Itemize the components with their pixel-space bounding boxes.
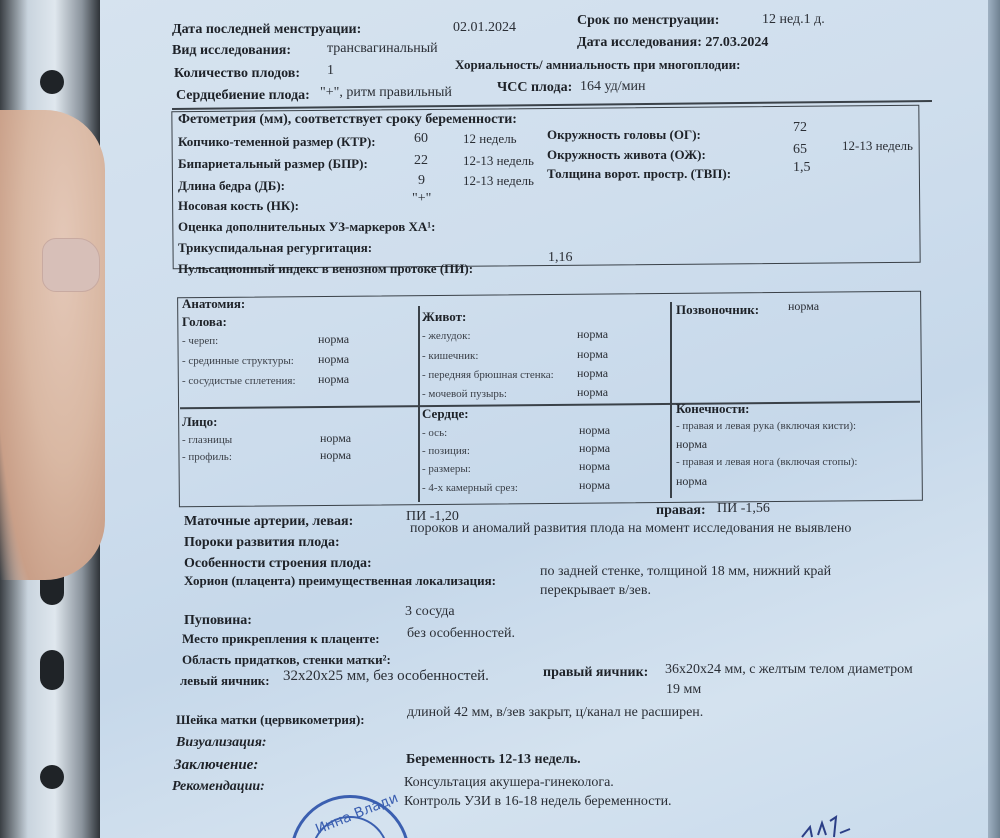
cervix-label: Шейка матки (цервикометрия):	[176, 712, 365, 727]
tvp-label: Толщина ворот. простр. (ТВП):	[547, 166, 732, 181]
heartbeat-label: Сердцебиение плода:	[176, 88, 310, 103]
midline-label: - срединные структуры:	[182, 355, 294, 367]
recommendations-line-2: Контроль УЗИ в 16-18 недель беременности.	[404, 794, 672, 809]
uterine-left-label: Маточные артерии, левая:	[184, 514, 354, 529]
legs-value: норма	[676, 474, 708, 488]
spine-value: норма	[788, 299, 820, 313]
signature-icon	[800, 815, 870, 838]
ozh-value: 65	[793, 142, 807, 157]
abdominal-wall-value: норма	[577, 366, 609, 380]
adnexa-label: Область придатков, стенки матки²:	[182, 652, 391, 667]
defects-label: Пороки развития плода:	[184, 535, 340, 550]
four-chamber-label: - 4-х камерный срез:	[422, 482, 518, 494]
arms-label: - правая и левая рука (включая кисти):	[676, 420, 857, 432]
right-ovary-label: правый яичник:	[543, 665, 649, 680]
face-title: Лицо:	[182, 414, 218, 429]
anatomy-col-divider	[418, 306, 420, 502]
study-type-label: Вид исследования:	[172, 43, 292, 58]
lmp-label: Дата последней менструации:	[172, 22, 362, 37]
uterine-right-value: ПИ -1,56	[717, 501, 770, 516]
fetus-count-label: Количество плодов:	[174, 66, 300, 81]
markers-label: Оценка дополнительных УЗ-маркеров ХА¹:	[178, 219, 436, 234]
axis-value: норма	[579, 423, 611, 437]
db-value: 9	[418, 173, 425, 188]
uterine-right-label: правая:	[656, 503, 706, 518]
db-term: 12-13 недель	[463, 173, 534, 188]
axis-label: - ось:	[422, 427, 448, 439]
left-ovary-label: левый яичник:	[180, 673, 270, 688]
choroid-value: норма	[318, 372, 350, 386]
og-value: 72	[793, 120, 807, 135]
bowel-label: - кишечник:	[422, 350, 479, 362]
study-date-label-text: Дата исследования:	[577, 35, 702, 50]
profile-label: - профиль:	[182, 451, 232, 463]
position-label: - позиция:	[422, 445, 470, 457]
position-value: норма	[579, 441, 611, 455]
nk-value: "+"	[412, 191, 432, 206]
chorion-value-1: по задней стенке, толщиной 18 мм, нижний край	[540, 564, 832, 579]
fetus-count-value: 1	[327, 63, 334, 78]
size-value: норма	[579, 459, 611, 473]
uterine-left-value: ПИ -1,20	[406, 509, 459, 524]
legs-label: - правая и левая нога (включая стопы):	[676, 456, 858, 468]
fetometry-title: Фетометрия (мм), соответствует сроку беременности:	[178, 112, 517, 127]
anatomy-title: Анатомия:	[182, 296, 246, 311]
stomach-value: норма	[577, 327, 609, 341]
tvp-value: 1,5	[793, 160, 811, 175]
attach-label: Место прикрепления к плаценте:	[182, 631, 380, 646]
doctor-stamp	[290, 790, 410, 838]
defects-value: пороков и аномалий развития плода на момент исследования не выявлено	[410, 521, 852, 536]
chorion-value-2: перекрывает в/зев.	[540, 583, 651, 598]
heartbeat-value: "+", ритм правильный	[320, 85, 452, 100]
four-chamber-value: норма	[579, 478, 611, 492]
recommendations-label: Рекомендации:	[172, 779, 265, 794]
spine-title: Позвоночник:	[676, 302, 760, 317]
ga-lmp-label: Срок по менструации:	[577, 13, 720, 28]
ktr-value: 60	[414, 131, 428, 146]
study-type-value: трансвагинальный	[327, 41, 438, 56]
chorionicity-label: Хориальность/ амниальность при многоплодии:	[455, 57, 741, 72]
fhr-value: 164 уд/мин	[580, 79, 646, 94]
ozh-term: 12-13 недель	[842, 138, 913, 153]
cord-value: 3 сосуда	[405, 604, 455, 619]
ktr-term: 12 недель	[463, 131, 517, 146]
bladder-value: норма	[577, 385, 609, 399]
chorion-label: Хорион (плацента) преимущественная локализация:	[184, 573, 496, 588]
stamp-text: Инна Влади	[313, 790, 401, 838]
bpr-label: Бипариетальный размер (БПР):	[178, 156, 368, 171]
midline-value: норма	[318, 352, 350, 366]
db-label: Длина бедра (ДБ):	[178, 178, 285, 193]
nk-label: Носовая кость (НК):	[178, 198, 299, 213]
anatomy-grid	[177, 291, 923, 507]
size-label: - размеры:	[422, 463, 471, 475]
study-date-value: 27.03.2024	[705, 35, 769, 50]
skull-label: - череп:	[182, 335, 219, 347]
right-ovary-value-2: 19 мм	[666, 682, 702, 697]
fhr-label: ЧСС плода:	[497, 80, 573, 95]
pi-venous-label: Пульсационный индекс в венозном протоке (ПИ):	[178, 261, 474, 276]
choroid-label: - сосудистые сплетения:	[182, 375, 296, 387]
stomach-label: - желудок:	[422, 330, 471, 342]
cord-label: Пуповина:	[184, 613, 252, 628]
head-title: Голова:	[182, 314, 227, 329]
bowel-value: норма	[577, 347, 609, 361]
orbits-label: - глазницы	[182, 434, 233, 446]
abdomen-title: Живот:	[422, 309, 467, 324]
ga-lmp-value: 12 нед.1 д.	[762, 12, 825, 27]
profile-value: норма	[320, 448, 352, 462]
skull-value: норма	[318, 332, 350, 346]
study-date-label	[577, 35, 768, 51]
heart-title: Сердце:	[422, 406, 469, 421]
pi-venous-value: 1,16	[548, 250, 573, 265]
limbs-title: Конечности:	[676, 401, 750, 416]
ozh-label: Окружность живота (ОЖ):	[547, 147, 706, 162]
bladder-label: - мочевой пузырь:	[422, 388, 507, 400]
recommendations-line-1: Консультация акушера-гинеколога.	[404, 775, 614, 790]
conclusion-label: Заключение:	[174, 757, 259, 773]
cervix-value: длиной 42 мм, в/зев закрыт, ц/канал не расширен.	[407, 705, 704, 720]
right-ovary-value-1: 36х20х24 мм, с желтым телом диаметром	[665, 662, 913, 677]
attach-value: без особенностей.	[407, 626, 515, 641]
features-label: Особенности строения плода:	[184, 556, 372, 571]
bpr-term: 12-13 недель	[463, 153, 534, 168]
orbits-value: норма	[320, 431, 352, 445]
tricuspid-label: Трикуспидальная регургитация:	[178, 240, 373, 255]
conclusion-value: Беременность 12-13 недель.	[406, 752, 581, 767]
ktr-label: Копчико-теменной размер (КТР):	[178, 134, 376, 149]
abdominal-wall-label: - передняя брюшная стенка:	[422, 369, 554, 381]
arms-value: норма	[676, 437, 708, 451]
lmp-value: 02.01.2024	[453, 20, 516, 35]
bpr-value: 22	[414, 153, 428, 168]
og-label: Окружность головы (ОГ):	[547, 127, 701, 142]
left-ovary-value: 32х20х25 мм, без особенностей.	[283, 668, 489, 684]
visualization-label: Визуализация:	[176, 735, 267, 750]
anatomy-col-divider	[670, 302, 672, 498]
